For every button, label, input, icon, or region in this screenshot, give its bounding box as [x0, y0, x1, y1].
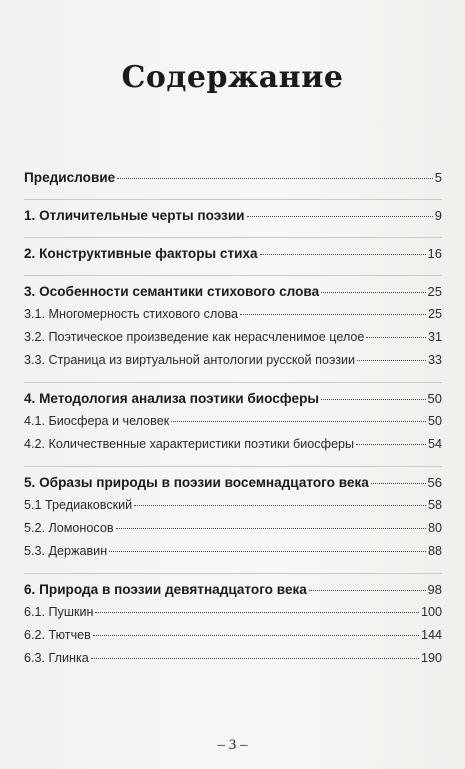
- toc-entry-title: 6.3. Глинка: [24, 651, 89, 665]
- toc-entry: [24, 284, 442, 307]
- section-divider: [24, 199, 442, 200]
- toc-entry-title: 4.1. Биосфера и человек: [24, 414, 170, 428]
- section-divider: [24, 382, 442, 383]
- toc-entry-page: 5: [434, 170, 442, 185]
- toc-entry: [24, 475, 442, 498]
- toc-subentry: [24, 353, 442, 376]
- toc-leader-dots: [321, 292, 425, 293]
- toc-entry-title: 4.2. Количественные характеристики поэтики биосферы: [24, 437, 355, 451]
- toc-entry: [24, 246, 442, 269]
- toc-subentry: [24, 651, 442, 674]
- section-divider: [24, 237, 442, 238]
- toc-leader-dots: [134, 505, 426, 506]
- toc-leader-dots: [95, 612, 419, 613]
- toc-entry-title: 4. Методология анализа поэтики биосферы: [24, 391, 319, 406]
- toc-leader-dots: [116, 528, 426, 529]
- section-divider: [24, 275, 442, 276]
- toc-subentry: [24, 330, 442, 353]
- toc-entry-title: 3.2. Поэтическое произведение как нерасчленимое целое: [24, 330, 365, 344]
- toc-leader-dots: [366, 337, 426, 338]
- toc-entry-title: 2. Конструктивные факторы стиха: [24, 246, 258, 261]
- toc-entry-title: 6.2. Тютчев: [24, 628, 91, 642]
- toc-entry-page: 25: [427, 284, 442, 299]
- toc-entry-page: 54: [427, 437, 442, 451]
- toc-entry-page: 25: [427, 307, 442, 321]
- toc-entry-page: 58: [427, 498, 442, 512]
- toc-subentry: [24, 628, 442, 651]
- page-title: Содержание: [121, 60, 344, 95]
- toc-leader-dots: [117, 178, 433, 179]
- toc-entry: [24, 170, 442, 193]
- toc-entry-title: 3.3. Страница из виртуальной антологии русской поэзии: [24, 353, 356, 367]
- toc-subentry: [24, 498, 442, 521]
- toc-entry-title: 3. Особенности семантики стихового слова: [24, 284, 320, 299]
- toc-entry-page: 33: [427, 353, 442, 367]
- toc-entry-title: 6.1. Пушкин: [24, 605, 94, 619]
- page-number: – 3 –: [217, 737, 248, 753]
- toc-entry-title: 1. Отличительные черты поэзии: [24, 208, 245, 223]
- toc-entry-title: Предисловие: [24, 170, 116, 185]
- toc-subentry: [24, 414, 442, 437]
- toc-leader-dots: [171, 421, 426, 422]
- section-divider: [24, 573, 442, 574]
- toc-entry-page: 80: [427, 521, 442, 535]
- toc-entry-title: 5.3. Державин: [24, 544, 108, 558]
- toc-entry-page: 88: [427, 544, 442, 558]
- toc-subentry: [24, 437, 442, 460]
- toc-entry-page: 56: [427, 475, 442, 490]
- toc-entry-page: 144: [420, 628, 442, 642]
- toc-subentry: [24, 605, 442, 628]
- toc-subentry: [24, 521, 442, 544]
- toc-entry: [24, 582, 442, 605]
- toc-entry-page: 100: [420, 605, 442, 619]
- toc-leader-dots: [321, 399, 426, 400]
- toc-entry-page: 9: [434, 208, 442, 223]
- toc-subentry: [24, 307, 442, 330]
- toc-leader-dots: [247, 216, 433, 217]
- toc-leader-dots: [91, 658, 419, 659]
- toc-entry-page: 31: [427, 330, 442, 344]
- toc-entry-page: 16: [427, 246, 442, 261]
- toc-subentry: [24, 544, 442, 567]
- toc-entry-page: 190: [420, 651, 442, 665]
- toc-leader-dots: [357, 360, 426, 361]
- toc-entry-title: 5. Образы природы в поэзии восемнадцатого века: [24, 475, 369, 490]
- toc-leader-dots: [309, 590, 426, 591]
- toc-entry-title: 5.1 Тредиаковский: [24, 498, 133, 512]
- toc-entry-title: 3.1. Многомерность стихового слова: [24, 307, 239, 321]
- toc-leader-dots: [260, 254, 426, 255]
- toc-leader-dots: [356, 444, 426, 445]
- toc-leader-dots: [93, 635, 419, 636]
- toc-entry-title: 5.2. Ломоносов: [24, 521, 114, 535]
- toc-entry-page: 98: [427, 582, 442, 597]
- table-of-contents: [24, 170, 442, 674]
- toc-entry-page: 50: [427, 414, 442, 428]
- toc-entry-title: 6. Природа в поэзии девятнадцатого века: [24, 582, 307, 597]
- toc-leader-dots: [240, 314, 426, 315]
- toc-entry: [24, 208, 442, 231]
- toc-leader-dots: [109, 551, 426, 552]
- toc-entry-page: 50: [427, 391, 442, 406]
- toc-leader-dots: [371, 483, 426, 484]
- toc-entry: [24, 391, 442, 414]
- section-divider: [24, 466, 442, 467]
